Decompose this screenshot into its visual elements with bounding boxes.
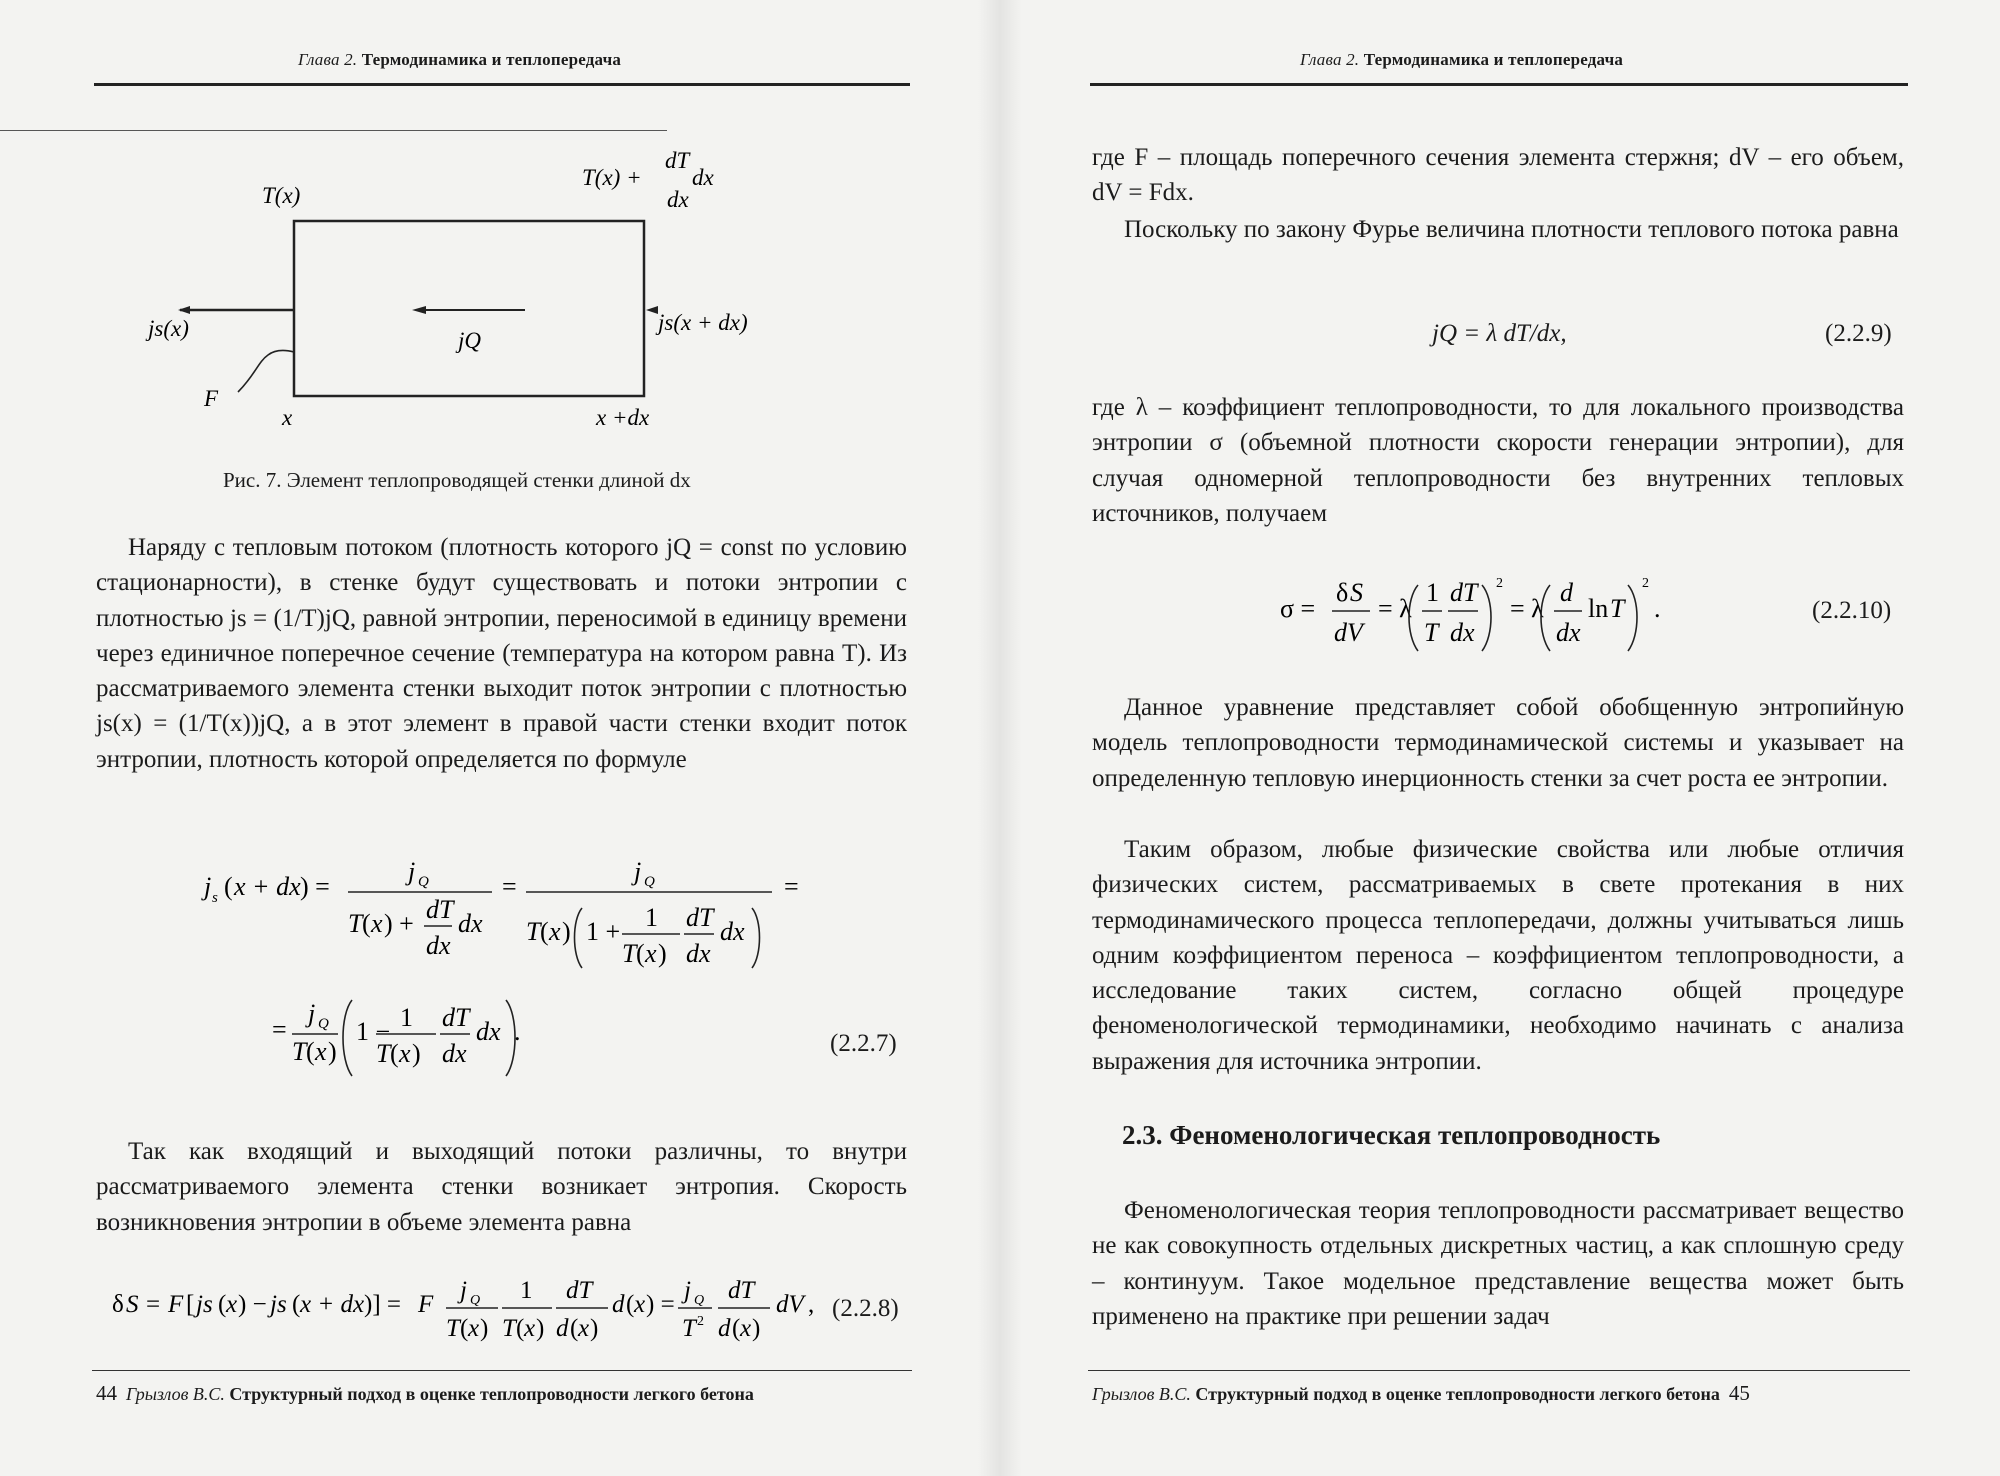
svg-text:) =: ) = bbox=[646, 1291, 675, 1318]
svg-text:1: 1 bbox=[400, 1003, 413, 1032]
right-paragraph-1: где F – площадь поперечного сечения элемента стержня; dV – его объем, dV = Fdx. bbox=[1092, 144, 1904, 207]
svg-text:dx: dx bbox=[426, 931, 451, 960]
label-tdx-dx-den: dx bbox=[667, 187, 689, 212]
header-rule bbox=[94, 83, 910, 86]
svg-text:) =: ) = bbox=[300, 872, 330, 901]
svg-text:x: x bbox=[645, 939, 657, 968]
svg-text:=: = bbox=[272, 1015, 287, 1044]
svg-text:x: x bbox=[549, 917, 561, 946]
right-paragraph-5: Таким образом, любые физические свойства или любые отличия физических систем, рассматриваемых в свете протекания в них термодинамического процесса теплопередачи, должны учитываться лишь одним коэффициентом переноса – коэффициентом теплопроводности, а исследование таких систем, согласно общей процедуре феноменологической термодинамики, необходимо начинать с анализа выражения для источника энтропии. bbox=[1092, 836, 1904, 1075]
svg-text:1: 1 bbox=[520, 1277, 533, 1304]
equation-number-2-2-8: (2.2.8) bbox=[832, 1295, 899, 1322]
svg-text:dT: dT bbox=[426, 895, 454, 924]
header-title: Термодинамика и теплопередача bbox=[361, 50, 622, 69]
label-x: x bbox=[282, 405, 293, 430]
svg-text:dT: dT bbox=[686, 903, 714, 932]
equation-number-2-2-7: (2.2.7) bbox=[830, 1030, 897, 1057]
svg-text:Q: Q bbox=[418, 874, 429, 890]
equation-2-2-9: jQ = λ dT/dx, bbox=[1432, 320, 1567, 347]
svg-text:d: d bbox=[556, 1315, 569, 1342]
svg-text:(: ( bbox=[292, 1291, 301, 1318]
header-rule bbox=[1090, 83, 1908, 86]
area-leader-line bbox=[238, 350, 294, 392]
right-paragraph-6: Феноменологическая теория теплопроводности рассматривает вещество не как совокупность отдельных дискретных частиц, а как сплошную среду – континуум. Такое модельное представление вещества может быть применено на практике при решении задач bbox=[1092, 1197, 1904, 1330]
svg-text:) +: ) + bbox=[384, 909, 414, 938]
svg-text:F: F bbox=[168, 1291, 184, 1318]
figure-caption: Рис. 7. Элемент теплопроводящей стенки длиной dx bbox=[223, 468, 691, 492]
outflow-arrowhead bbox=[178, 306, 190, 314]
svg-text:j: j bbox=[634, 857, 642, 886]
label-tdx: T(x) + bbox=[582, 165, 642, 190]
label-jq: jQ bbox=[458, 328, 481, 353]
svg-text:(: ( bbox=[626, 1291, 635, 1318]
svg-text:(: ( bbox=[390, 1039, 399, 1068]
svg-text:x: x bbox=[226, 1291, 238, 1318]
figure-wall-element bbox=[0, 130, 1000, 460]
svg-text:2: 2 bbox=[1642, 576, 1649, 591]
svg-text:d: d bbox=[612, 1291, 625, 1318]
equation-number-2-2-10: (2.2.10) bbox=[1812, 597, 1892, 624]
svg-text:x: x bbox=[315, 1037, 327, 1066]
footer-rule bbox=[1088, 1370, 1910, 1371]
svg-text:δ: δ bbox=[112, 1291, 124, 1318]
running-header bbox=[1300, 50, 1623, 70]
label-tdx-dT: dT bbox=[665, 148, 690, 173]
svg-text:(: ( bbox=[732, 1315, 741, 1342]
svg-text:x + dx: x + dx bbox=[234, 872, 301, 901]
svg-text:,: , bbox=[808, 1291, 815, 1318]
svg-text:j: j bbox=[408, 857, 416, 886]
equation-2-2-7 bbox=[190, 850, 830, 1100]
svg-text:(: ( bbox=[516, 1315, 525, 1342]
svg-text:): ) bbox=[752, 1315, 761, 1342]
label-tx: T(x) bbox=[262, 183, 301, 208]
svg-text:=: = bbox=[146, 1291, 161, 1318]
svg-text:dT: dT bbox=[566, 1277, 593, 1304]
svg-text:x: x bbox=[740, 1315, 752, 1342]
svg-text:2: 2 bbox=[697, 1314, 704, 1329]
svg-text:dV: dV bbox=[1334, 618, 1363, 647]
svg-text:(: ( bbox=[224, 872, 233, 901]
svg-text:): ) bbox=[480, 1315, 489, 1342]
svg-text:1: 1 bbox=[1426, 578, 1439, 607]
svg-text:Q: Q bbox=[318, 1016, 329, 1032]
svg-text:x: x bbox=[399, 1039, 411, 1068]
svg-text:T: T bbox=[376, 1039, 391, 1068]
svg-text:(: ( bbox=[218, 1291, 227, 1318]
svg-text:dx: dx bbox=[1556, 618, 1581, 647]
svg-text:T: T bbox=[502, 1315, 516, 1342]
footer-author: Грызлов В.С. bbox=[126, 1384, 225, 1404]
svg-text:dx: dx bbox=[442, 1039, 467, 1068]
running-footer bbox=[1092, 1381, 1750, 1406]
svg-text:x: x bbox=[634, 1291, 646, 1318]
svg-text:T: T bbox=[682, 1315, 696, 1342]
label-js-left: js(x) bbox=[148, 316, 189, 341]
svg-text:T: T bbox=[526, 917, 541, 946]
footer-rule bbox=[92, 1370, 912, 1371]
svg-text:= λ: = λ bbox=[1510, 594, 1544, 623]
wall-element-rect bbox=[294, 221, 644, 396]
svg-text:x: x bbox=[524, 1315, 536, 1342]
svg-text:): ) bbox=[658, 939, 667, 968]
right-paragraph-3: где λ – коэффициент теплопроводности, то для локального производства энтропии σ (объемной плотности скорости генерации энтропии), для случая одномерной теплопроводности без внутренних тепловых источников, получаем bbox=[1092, 394, 1904, 527]
footer-title: Структурный подход в оценке теплопроводности легкого бетона bbox=[1195, 1384, 1720, 1404]
svg-text:.: . bbox=[1654, 594, 1661, 623]
inflow-arrowhead bbox=[646, 306, 658, 314]
section-title: 2.3. Феноменологическая теплопроводность bbox=[1122, 1120, 1661, 1150]
left-paragraph-1: Наряду с тепловым потоком (плотность которого jQ = const по условию стационарности), в стенке будут существовать и потоки энтропии с плотностью js = (1/T)jQ, равной энтропии, переносимой в единицу времени через единичное поперечное сечение (температура на котором равна T). Из рассматриваемого элемента стенки выходит поток энтропии с плотностью js(x) = (1/T(x))jQ, а в этот элемент в правой части стенки входит поток энтропии, плотность которой определяется по формуле bbox=[96, 534, 907, 773]
page-number: 45 bbox=[1728, 1381, 1750, 1405]
svg-text:s: s bbox=[212, 890, 218, 906]
svg-text:(: ( bbox=[540, 917, 549, 946]
svg-text:dV: dV bbox=[776, 1291, 804, 1318]
label-xdx: x +dx bbox=[596, 405, 650, 430]
footer-title: Структурный подход в оценке теплопроводности легкого бетона bbox=[229, 1384, 754, 1404]
equation-2-2-10 bbox=[1270, 565, 1710, 665]
svg-text:j: j bbox=[460, 1277, 467, 1304]
equation-number-2-2-9: (2.2.9) bbox=[1825, 320, 1892, 347]
svg-text:ln: ln bbox=[1588, 594, 1609, 623]
svg-text:dT: dT bbox=[728, 1277, 755, 1304]
svg-text:2: 2 bbox=[1496, 576, 1503, 591]
running-header bbox=[298, 50, 621, 70]
equation-2-2-8 bbox=[100, 1270, 840, 1350]
svg-text:dT: dT bbox=[442, 1003, 470, 1032]
svg-text:1: 1 bbox=[645, 903, 658, 932]
svg-text:=: = bbox=[784, 872, 799, 901]
svg-text:) −: ) − bbox=[238, 1291, 267, 1318]
svg-text:d: d bbox=[1560, 578, 1573, 607]
svg-text:(: ( bbox=[306, 1037, 315, 1066]
svg-text:x: x bbox=[468, 1315, 480, 1342]
svg-text:=: = bbox=[502, 872, 517, 901]
svg-text:S: S bbox=[126, 1291, 139, 1318]
svg-text:): ) bbox=[328, 1037, 337, 1066]
svg-text:): ) bbox=[412, 1039, 421, 1068]
svg-text:j: j bbox=[204, 872, 212, 901]
svg-text:js: js bbox=[196, 1291, 213, 1318]
svg-text:dx: dx bbox=[476, 1017, 501, 1046]
svg-text:T: T bbox=[348, 909, 363, 938]
svg-text:js: js bbox=[270, 1291, 287, 1318]
svg-text:): ) bbox=[562, 917, 571, 946]
label-F: F bbox=[204, 386, 219, 411]
svg-text:σ =: σ = bbox=[1280, 594, 1316, 623]
svg-text:[: [ bbox=[186, 1291, 195, 1318]
svg-text:(: ( bbox=[362, 909, 371, 938]
svg-text:T: T bbox=[446, 1315, 460, 1342]
svg-text:j: j bbox=[308, 999, 316, 1028]
svg-text:(: ( bbox=[636, 939, 645, 968]
svg-text:.: . bbox=[514, 1017, 521, 1046]
svg-text:dx: dx bbox=[686, 939, 711, 968]
svg-text:S: S bbox=[1350, 578, 1363, 607]
svg-text:x: x bbox=[371, 909, 383, 938]
svg-text:dT: dT bbox=[1450, 578, 1478, 607]
svg-text:): ) bbox=[536, 1315, 545, 1342]
heat-flux-arrowhead bbox=[412, 306, 426, 314]
svg-text:δ: δ bbox=[1336, 578, 1349, 607]
svg-text:x + dx: x + dx bbox=[300, 1291, 365, 1318]
svg-text:x: x bbox=[578, 1315, 590, 1342]
running-footer bbox=[96, 1381, 754, 1406]
left-paragraph-2: Так как входящий и выходящий потоки различны, то внутри рассматриваемого элемента стенки возникает энтропия. Скорость возникновения энтропии в объеме элемента равна bbox=[96, 1138, 907, 1236]
footer-author: Грызлов В.С. bbox=[1092, 1384, 1191, 1404]
page-number: 44 bbox=[96, 1381, 117, 1405]
svg-text:Q: Q bbox=[470, 1293, 481, 1308]
svg-text:dx: dx bbox=[720, 917, 745, 946]
svg-text:T: T bbox=[1610, 594, 1625, 623]
svg-text:F: F bbox=[418, 1291, 434, 1318]
header-title: Термодинамика и теплопередача bbox=[1363, 50, 1624, 69]
svg-text:d: d bbox=[718, 1315, 731, 1342]
label-js-right: js(x + dx) bbox=[658, 310, 748, 335]
svg-text:Q: Q bbox=[694, 1293, 705, 1308]
svg-text:Q: Q bbox=[644, 874, 655, 890]
svg-text:): ) bbox=[590, 1315, 599, 1342]
svg-text:= λ: = λ bbox=[1378, 594, 1412, 623]
svg-text:1 −: 1 − bbox=[356, 1017, 391, 1046]
svg-text:)] =: )] = bbox=[364, 1291, 401, 1318]
header-chapter: Глава 2. bbox=[1300, 50, 1360, 69]
header-chapter: Глава 2. bbox=[298, 50, 358, 69]
right-page bbox=[1000, 0, 2000, 1476]
svg-text:T: T bbox=[292, 1037, 307, 1066]
svg-text:dx: dx bbox=[458, 909, 483, 938]
label-tdx-dx: dx bbox=[692, 165, 714, 190]
svg-text:dx: dx bbox=[1450, 618, 1475, 647]
right-paragraph-2: Поскольку по закону Фурье величина плотности теплового потока равна bbox=[1124, 216, 1899, 243]
svg-text:(: ( bbox=[460, 1315, 469, 1342]
svg-text:(: ( bbox=[570, 1315, 579, 1342]
svg-text:T: T bbox=[622, 939, 637, 968]
right-paragraph-4: Данное уравнение представляет собой обобщенную энтропийную модель теплопроводности термодинамической системы и указывает на определенную тепловую инерционность стенки за счет роста ее энтропии. bbox=[1092, 694, 1904, 792]
svg-text:T: T bbox=[1424, 618, 1439, 647]
svg-text:1 +: 1 + bbox=[586, 917, 621, 946]
svg-text:j: j bbox=[684, 1277, 691, 1304]
